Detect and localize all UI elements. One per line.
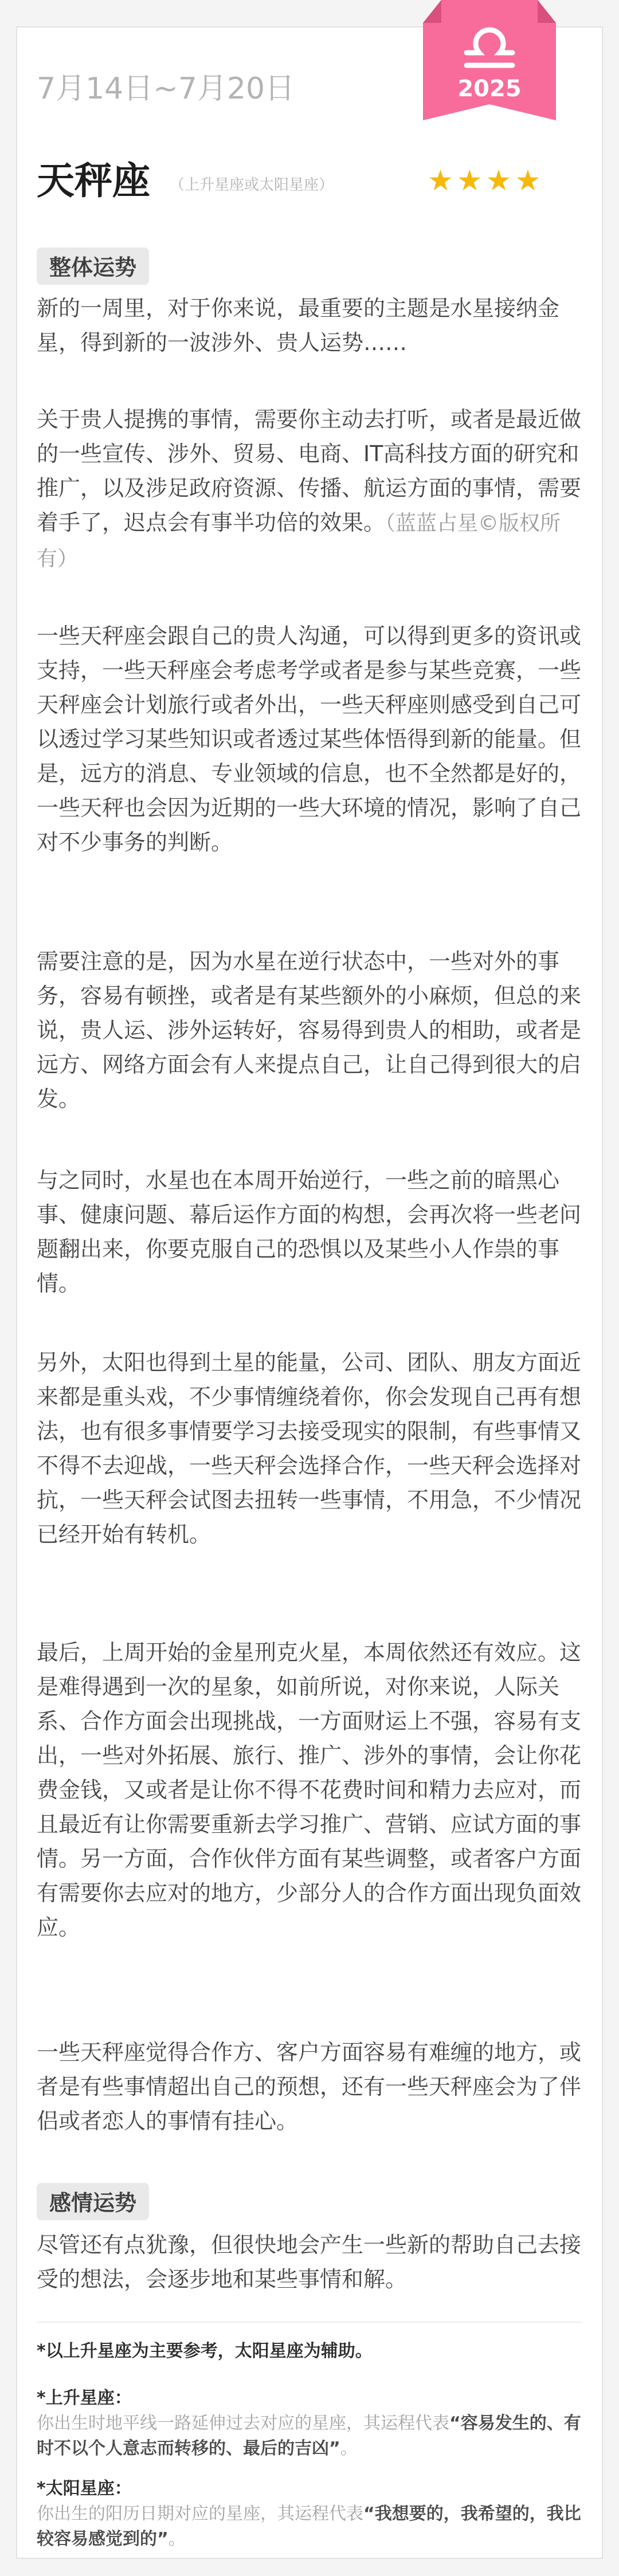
paragraph-text: 需要注意的是，因为水星在逆行状态中，一些对外的事务，容易有顿挫，或者是有某些额外的小麻烦，但总的来说，贵人运、涉外运转好，容易得到贵人的相助，或者是远方、网络方面会有人来提点自己，让自己得到很大的启发。 bbox=[37, 949, 582, 1112]
footnote-rising bbox=[37, 2386, 582, 2461]
footnote-sun-desc bbox=[37, 2502, 582, 2552]
footnote-main-text: *以上升星座为主要参考，太阳星座为辅助。 bbox=[37, 2341, 373, 2361]
overall-section bbox=[37, 248, 582, 285]
paragraph-body: 关于贵人提携的事情，需要你主动去打听，或者是最近做的一些宣传、涉外、贸易、电商、IT高科技方面的研究和推广，以及涉足政府资源、传播、航运方面的事情，需要着手了，迟点会有事半功倍的效果。 bbox=[37, 407, 582, 535]
overall-paragraph-7 bbox=[37, 1635, 582, 1945]
overall-paragraph-2 bbox=[37, 402, 582, 576]
paragraph-text: 另外，太阳也得到土星的能量，公司、团队、朋友方面近来都是重头戏，不少事情缠绕着你，你会发现自己再有想法，也有很多事情要学习去接受现实的限制，有些事情又不得不去迎战，一些天秤会选择合作，一些天秤会选择对抗，一些天秤会试图去扭转一些事情，不用急，不少情况已经开始有转机。 bbox=[37, 1350, 582, 1547]
copyright-note: （蓝蓝占星©版权所有） bbox=[37, 512, 561, 571]
badge-ribbon bbox=[418, 0, 561, 131]
paragraph-text: 一些天秤座觉得合作方、客户方面容易有难缠的地方，或者是有些事情超出自己的预想，还有一些天秤座会为了伴侣或者恋人的事情有挂心。 bbox=[37, 2040, 582, 2134]
paragraph-text: 尽管还有点犹豫，但很快地会产生一些新的帮助自己去接受的想法，会逐步地和某些事情和解。 bbox=[37, 2232, 582, 2292]
paragraph-text: 最后，上周开始的金星刑克火星，本周依然还有效应。这是难得遇到一次的星象，如前所说，对你来说，人际关系、合作方面会出现挑战，一方面财运上不强，容易有支出，一些对外拓展、旅行、推广、涉外的事情，会让你花费金钱，又或者是让你不得不花费时间和精力去应对，而且最近有让你需要重新去学习推广、营销、应试方面的事情。另一方面，合作伙伴方面有某些调整，或者客户方面有需要你去应对的地方，少部分人的合作方面出现负面效应。 bbox=[37, 1640, 582, 1940]
sign-subtitle: （上升星座或太阳星座） bbox=[170, 176, 334, 194]
love-title: 感情运势 bbox=[37, 2183, 149, 2220]
sun-desc-text: 你出生的阳历日期对应的星座，其运程代表 bbox=[37, 2504, 363, 2524]
footnote-rising-desc bbox=[37, 2411, 582, 2461]
rising-desc-text: 你出生时地平线一路延伸过去对应的星座，其运程代表 bbox=[37, 2413, 449, 2433]
rising-desc-strong: “容易发生的、有时不以个人意志而转移的、最后的吉凶” bbox=[37, 2413, 581, 2459]
paragraph-text bbox=[37, 402, 582, 576]
date-range: 7月14日~7月20日 bbox=[37, 72, 295, 106]
sign-title: 天秤座 bbox=[37, 159, 150, 203]
overall-paragraph-4 bbox=[37, 944, 582, 1116]
footnote-main bbox=[37, 2339, 582, 2364]
footnote-sun-title: *太阳星座： bbox=[37, 2479, 132, 2499]
love-paragraph-1 bbox=[37, 2228, 582, 2296]
year-label: 2025 bbox=[457, 76, 522, 102]
overall-paragraph-6 bbox=[37, 1345, 582, 1552]
rising-desc-end: 。 bbox=[340, 2438, 358, 2459]
divider bbox=[37, 2322, 582, 2323]
sun-desc-strong: “我想要的，我希望的，我比较容易感觉到的” bbox=[37, 2504, 581, 2549]
sun-desc-end: 。 bbox=[168, 2529, 186, 2549]
star-rating: ★★★★ bbox=[428, 164, 544, 197]
year-badge bbox=[418, 0, 561, 131]
overall-paragraph-8 bbox=[37, 2035, 582, 2138]
overall-paragraph-1 bbox=[37, 291, 582, 360]
footnote-sun bbox=[37, 2476, 582, 2552]
paragraph-text: 一些天秤座会跟自己的贵人沟通，可以得到更多的资讯或支持，一些天秤座会考虑考学或者是参与某些竞赛，一些天秤座会计划旅行或者外出，一些天秤座则感受到自己可以透过学习某些知识或者透过某些体悟得到新的能量。但是，远方的消息、专业领域的信息，也不全然都是好的，一些天秤也会因为近期的一些大环境的情况，影响了自己对不少事务的判断。 bbox=[37, 623, 582, 855]
love-section bbox=[37, 2183, 582, 2220]
paragraph-text: 新的一周里，对于你来说，最重要的主题是水星接纳金星，得到新的一波涉外、贵人运势…… bbox=[37, 296, 560, 355]
overall-title: 整体运势 bbox=[37, 248, 149, 285]
overall-paragraph-3 bbox=[37, 619, 582, 859]
paragraph-text: 与之同时，水星也在本周开始逆行，一些之前的暗黑心事、健康问题、幕后运作方面的构想，会再次将一些老问题翻出来，你要克服自己的恐惧以及某些小人作祟的事情。 bbox=[37, 1168, 582, 1296]
footnote-rising-title: *上升星座： bbox=[37, 2388, 132, 2408]
overall-paragraph-5 bbox=[37, 1163, 582, 1301]
